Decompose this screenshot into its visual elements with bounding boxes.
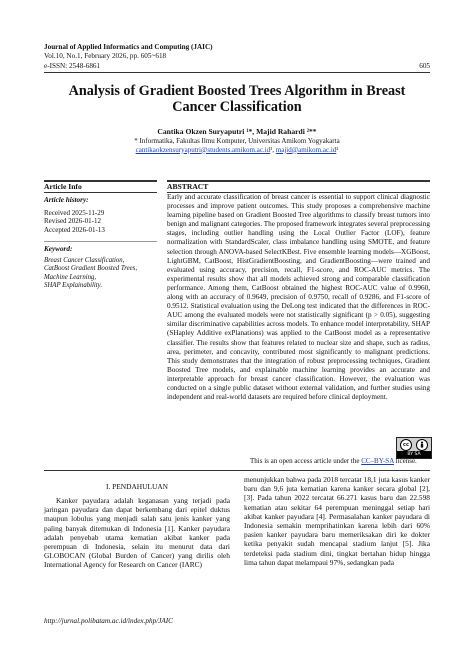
author-list: Cantika Okzen Suryaputri ¹*, Majid Rahardi ²** [157,127,317,136]
keyword-item: Machine Learning, [44,273,97,281]
page-number: 605 [419,62,430,70]
keyword-label: Keyword: [44,245,73,253]
history-dates [44,209,105,234]
title-line-2: Cancer Classification [172,99,302,115]
abstract-text: Early and accurate classification of breast cancer is essential to support clinical diagnostic processes and improve patient outcomes. This study proposes a comprehensive machine learning pipeline based on Gradient Boosted Tree algorithms to classify breast tumors into benign and malignant categories. The proposed framework integrates several preprocessing stages, including outlier handling using the Local Outlier Factor (LOF), feature normalization with StandardScaler, class imbalance handling using SMOTE, and feature selection through ANOVA-based SelectKBest. Five ensemble learning models—XGBoost, LightGBM, CatBoost, HistGradientBoosting, and GradientBoosting—were trained and evaluated using accuracy, precision, recall, F1-score, and ROC-AUC metrics. The experimental results show that all models achieved strong and comparable classification performance. Among them, CatBoost obtained the highest ROC-AUC value of 0.9960, along with an accuracy of 0.9649, precision of 0.9750, recall of 0.9286, and F1-score of 0.9512. Statistical evaluation using the DeLong test indicated that the differences in ROC-AUC among the evaluated models were not statistically significant (p > 0.05), suggesting similar discriminative capabilities across models. To enhance model interpretability, SHAP (SHapley Additive exPlanations) was applied to the CatBoost model as a representative classifier. The results show that features related to nuclear size and shape, such as radius, area, perimeter, and concavity, contributed most significantly to malignant predictions. This study demonstrates that the integration of robust preprocessing techniques, Gradient Boosted Tree models, and explainable machine learning provides an accurate and interpretable approach for breast cancer classification. However, the evaluation was conducted on a single public dataset without external validation, and further studies using independent and real-world datasets are required before clinical deployment. [167,193,430,402]
body-paragraph: Kanker payudara adalah keganasan yang terjadi pada jaringan payudara dan dapat berkembang dari epitel duktus maupun lobulus yang menjadi salah satu jenis kanker yang paling banyak ditemukan di Indonesia [1]. Kanker payudara adalah penyebab utama kematian akibat kanker pada perempuan di Indonesia, selain itu menurut data dari GLOBOCAN (Global Burden of Cancer) yang dirilis oleh International Agency for Research on Cancer (IARC) [44,496,230,570]
body-column-left [44,496,230,570]
cc-by-sa-badge [396,437,432,459]
license-suffix: license. [395,457,417,465]
date-accepted: Accepted 2026-01-13 [44,225,105,234]
footer-url[interactable]: http://jurnal.polibatam.ac.id/index.php/JAIC [44,617,173,625]
journal-header [44,43,213,61]
history-label: Article history: [44,196,89,204]
license-line [250,457,417,465]
email-suffix: ² [336,145,339,154]
title-line-1: Analysis of Gradient Boosted Trees Algorithm in Breast [68,83,406,99]
cc-icon: cc [400,439,412,451]
date-received: Received 2025-11-29 [44,209,105,217]
keyword-item: Breast Cancer Classification, [44,257,125,264]
body-paragraph-continued: menunjukkan bahwa pada 2018 tercatat 18,1 juta kasus kanker baru dan 9,6 juta kematian karena kanker secara global [2], [3]. Pada tahun 2022 tercatat 66.271 kasus baru dan 22.598 kematian atau sekitar 64 perempuan meninggal setiap hari akibat kanker payudara [4]. Permasalahan kanker payudara di Indonesia semakin memprihatinkan karena lebih dari 60% pasien kanker payudara baru memeriksakan diri ke dokter ketika penyakit sudah mencapai stadium lanjut [5]. Jika terdeteksi pada stadium dini, tingkat bertahan hidup hingga lima tahun dapat melampaui 97%, sedangkan pada [244,475,430,567]
keyword-item: SHAP Explainability. [44,281,103,289]
header-rule [44,72,430,73]
license-text: This is an open access article under the [250,457,360,465]
date-revised: Revised 2026-01-12 [44,217,101,226]
body-column-right [244,475,430,567]
journal-name: Journal of Applied Informatics and Computing (JAIC) [44,43,213,51]
paper-title [44,83,430,115]
journal-issn: e-ISSN: 2548-6861 [44,62,101,70]
email-link-2[interactable]: majid@amikom.ac.id [275,145,337,154]
keyword-rule [44,241,157,242]
cc-badge-label: BY SA [397,451,431,458]
journal-volume: Vol.10, No.1, February 2026, pp. 605~618 [44,52,167,60]
keyword-item: CatBoost Gradient Boosted Trees, [44,265,138,273]
abstract-heading: ABSTRACT [167,182,209,191]
email-line [44,146,430,155]
attribution-icon [416,439,428,451]
article-info-rule [44,192,157,193]
affiliation-block [44,137,430,154]
license-link[interactable]: CC–BY-SA [361,457,394,465]
email-link-1[interactable]: cantikaokzensuryaputri@students.amikom.ac.id [135,145,271,154]
affiliation: * Informatika, Fakultas Ilmu Komputer, Universitas Amikom Yogyakarta [134,137,340,145]
keyword-list [44,257,137,290]
cc-badge-top [397,438,431,451]
email-separator: ¹, [270,145,276,154]
section-heading: I. PENDAHULUAN [106,482,168,491]
article-info-heading: Article Info [44,182,82,191]
abstract-bottom-rule [44,470,430,471]
